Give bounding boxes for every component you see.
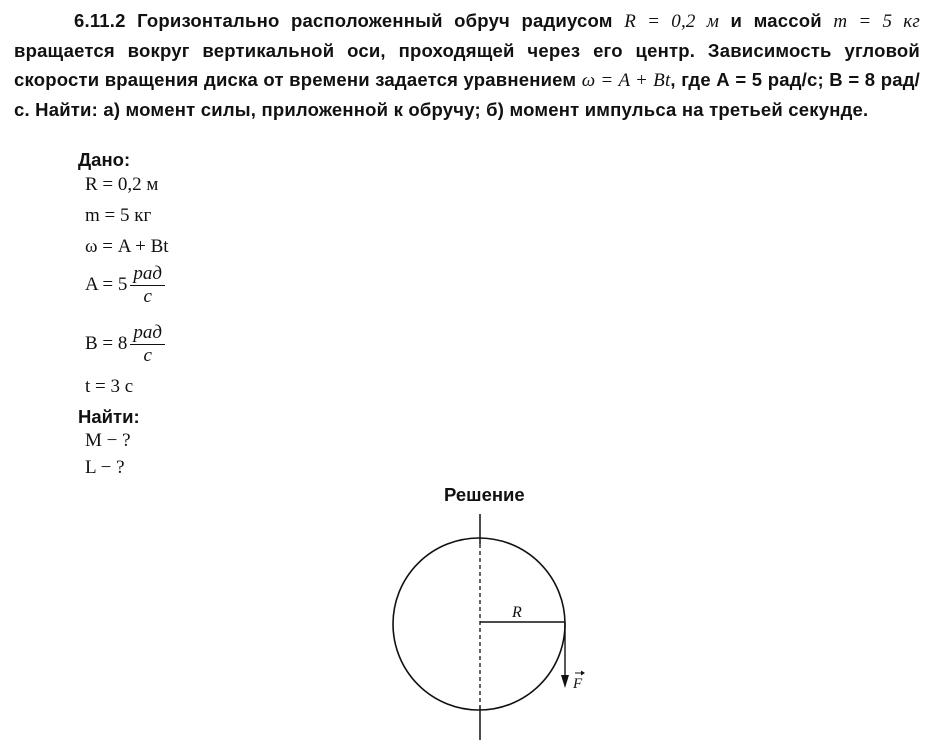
given-A-unit-den: c bbox=[143, 286, 152, 307]
hoop-circle bbox=[393, 538, 565, 710]
given-mass: m = 5 кг bbox=[85, 205, 152, 226]
given-omega: ω = A + Bt bbox=[85, 236, 169, 257]
problem-text-4: , где А = 5 рад/с; В = 8 рад/с. Найти: а) момент силы, приложенной к обручу; б) момент импульса на третьей секунде. bbox=[14, 69, 920, 120]
given-radius: R = 0,2 м bbox=[85, 174, 159, 195]
given-time: t = 3 c bbox=[85, 376, 134, 397]
problem-number: 6.11.2 bbox=[74, 10, 126, 31]
problem-text-2: и массой bbox=[730, 10, 822, 31]
radius-label: R bbox=[512, 604, 522, 621]
find-angular-momentum: L − ? bbox=[85, 457, 125, 478]
given-A-unit-num: рад bbox=[130, 263, 165, 286]
solution-heading: Решение bbox=[444, 484, 525, 505]
given-B-unit-den: c bbox=[143, 345, 152, 366]
omega-formula: ω = A + Bt bbox=[581, 70, 671, 91]
force-arrowhead bbox=[561, 675, 569, 688]
given-A-value: A = 5 bbox=[85, 273, 128, 295]
given-heading: Дано: bbox=[78, 149, 131, 170]
force-vector-mark-head bbox=[581, 671, 585, 676]
radius-formula: R = 0,2 м bbox=[624, 11, 720, 32]
find-heading: Найти: bbox=[78, 406, 140, 427]
given-B-unit-num: рад bbox=[130, 322, 165, 345]
find-moment-force: M − ? bbox=[85, 430, 131, 451]
given-B-value: B = 8 bbox=[85, 332, 128, 354]
problem-text-1: Горизонтально расположенный обруч радиусом bbox=[137, 10, 613, 31]
mass-formula: m = 5 кг bbox=[833, 11, 921, 32]
problem-text-3: вращается вокруг вертикальной оси, проходящей через его центр. Зависимость угловой скорости вращения диска от времени задается уравнением bbox=[14, 40, 920, 90]
force-label: F bbox=[573, 676, 583, 692]
